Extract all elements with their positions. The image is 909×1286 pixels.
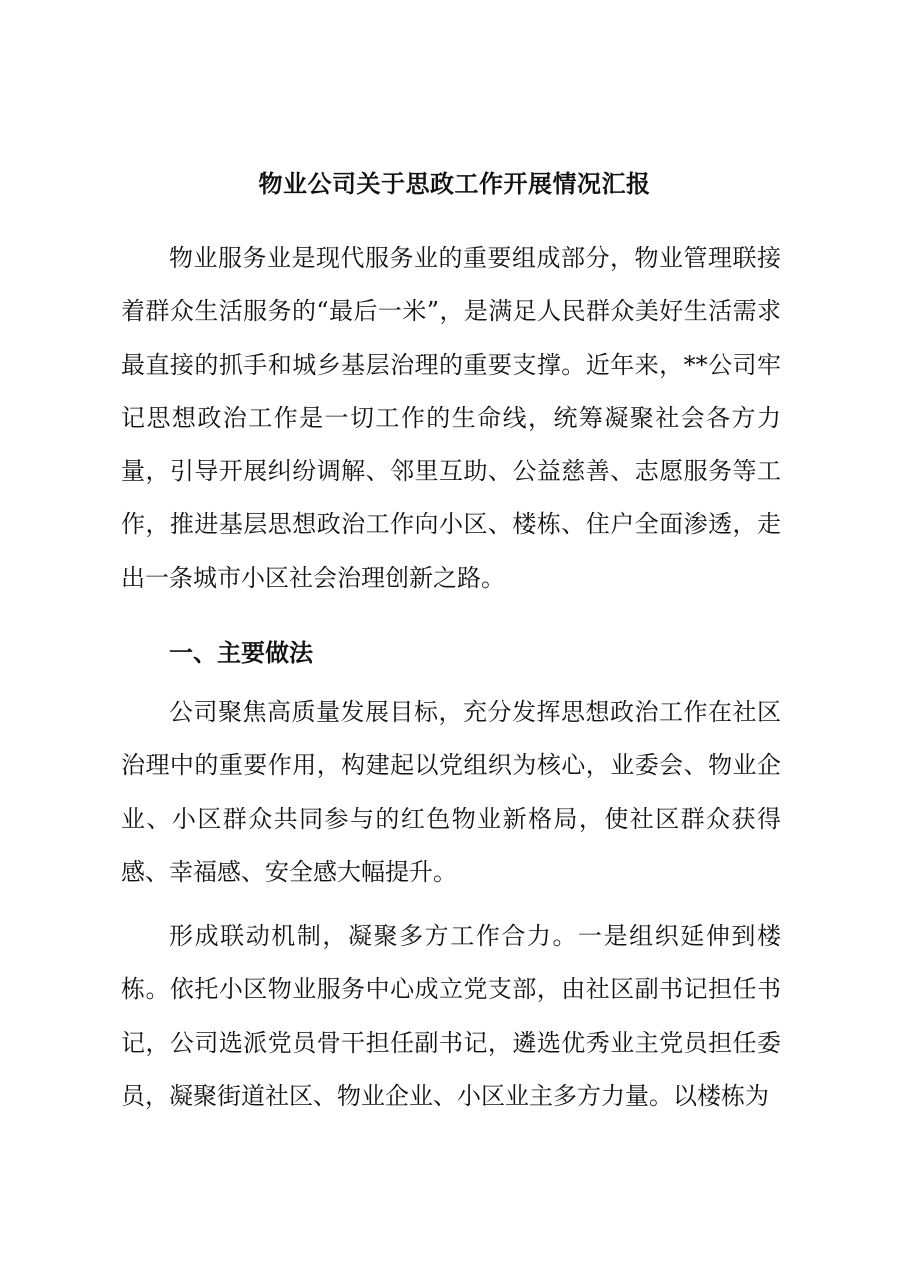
- intro-paragraph: 物业服务业是现代服务业的重要组成部分，物业管理联接着群众生活服务的“最后一米”，是满足人民群众美好生活需求最直接的抓手和城乡基层治理的重要支撑。近年来，**公司牢记思想政治工作是一切工作的生命线，统筹凝聚社会各方力量，引导开展纠纷调解、邻里互助、公益慈善、志愿服务等工作，推进基层思想政治工作向小区、楼栋、住户全面渗透，走出一条城市小区社会治理创新之路。: [121, 244, 781, 592]
- section-heading: 一、主要做法: [169, 638, 313, 667]
- section-paragraph-1: 公司聚焦高质量发展目标，充分发挥思想政治工作在社区治理中的重要作用，构建起以党组织为核心，业委会、物业企业、小区群众共同参与的红色物业新格局，使社区群众获得感、幸福感、安全感大幅提升。: [121, 698, 781, 886]
- section-paragraph-2: 形成联动机制，凝聚多方工作合力。一是组织延伸到楼栋。依托小区物业服务中心成立党支部，由社区副书记担任书记，公司选派党员骨干担任副书记，遴选优秀业主党员担任委员，凝聚街道社区、物业企业、小区业主多方力量。以楼栋为: [121, 922, 781, 1110]
- document-title: 物业公司关于思政工作开展情况汇报: [258, 169, 651, 198]
